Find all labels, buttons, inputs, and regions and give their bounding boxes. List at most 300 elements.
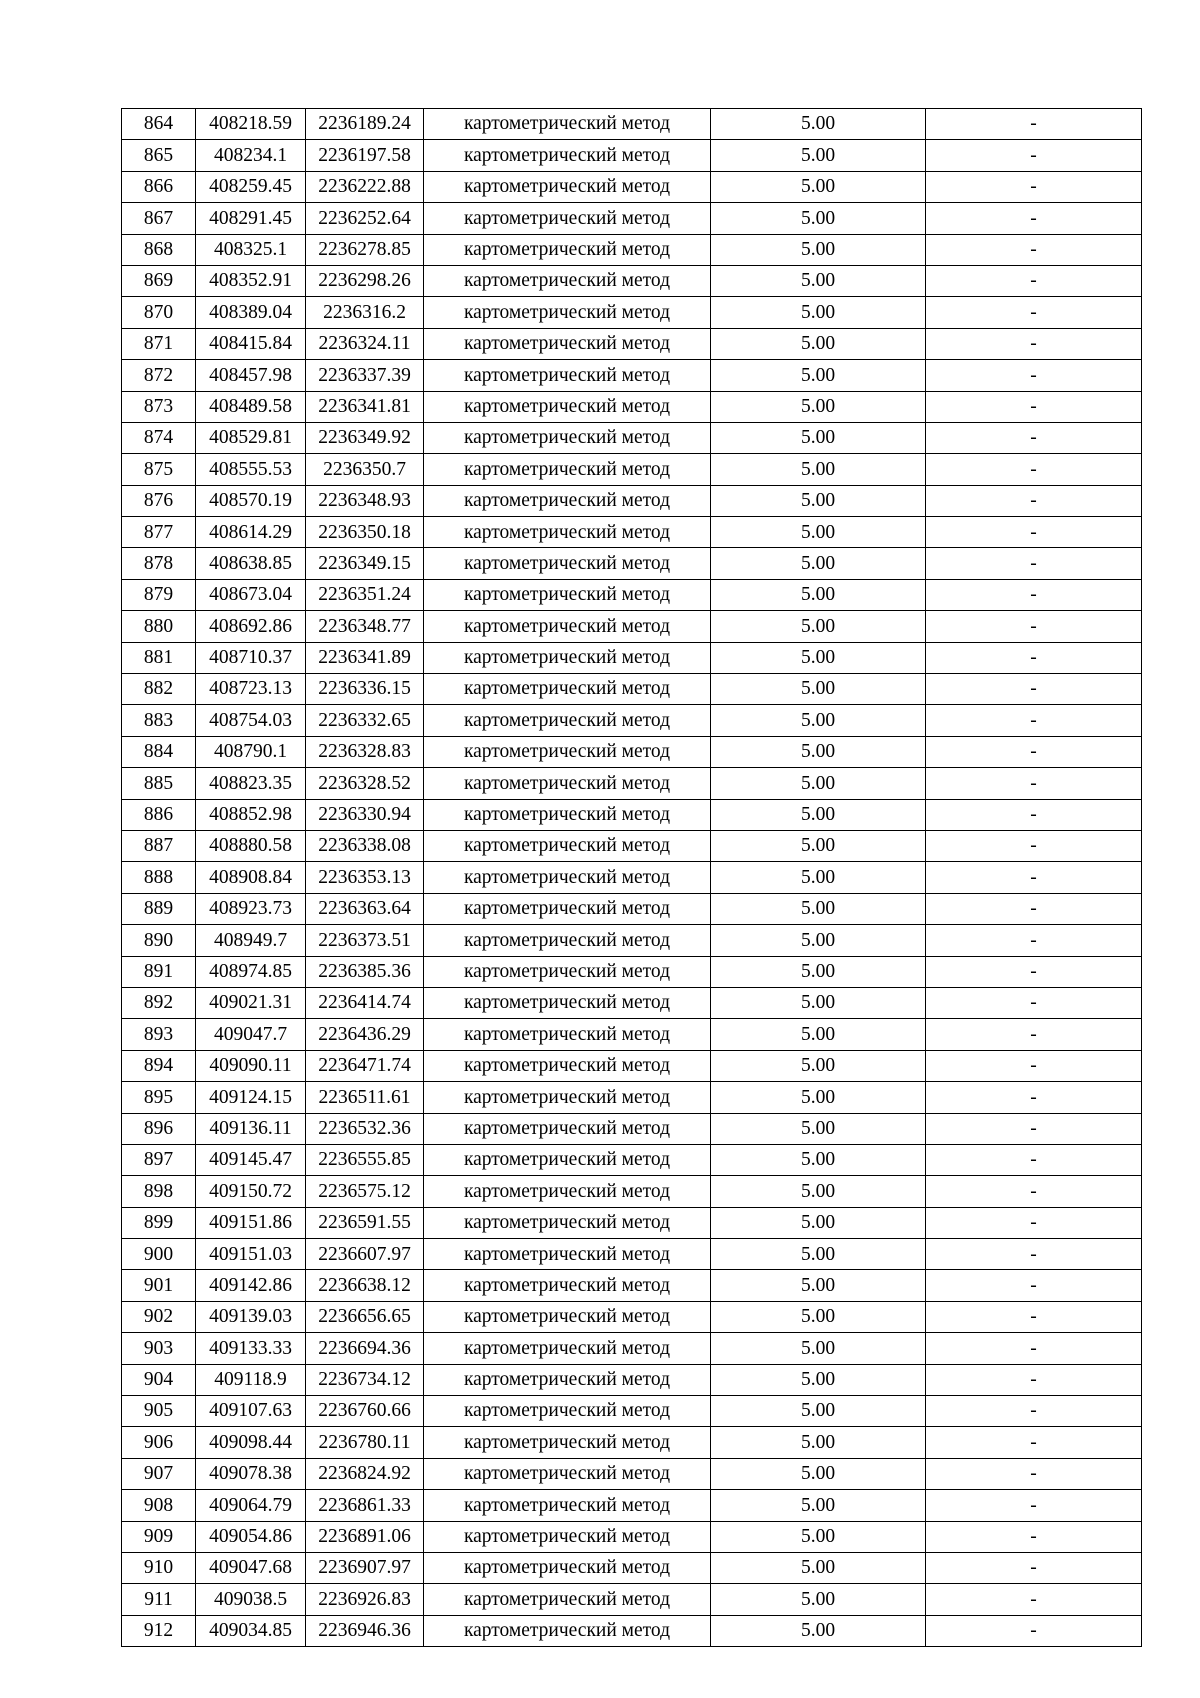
description-cell: - [926, 611, 1142, 642]
description-cell: - [926, 1019, 1142, 1050]
point-number-cell: 907 [122, 1458, 196, 1489]
precision-cell: 5.00 [711, 579, 926, 610]
point-number-cell: 902 [122, 1301, 196, 1332]
x-coordinate-cell: 409151.86 [196, 1207, 306, 1238]
precision-cell: 5.00 [711, 422, 926, 453]
x-coordinate-cell: 408457.98 [196, 360, 306, 391]
point-number-cell: 876 [122, 485, 196, 516]
precision-cell: 5.00 [711, 736, 926, 767]
precision-cell: 5.00 [711, 1176, 926, 1207]
method-cell: картометрический метод [424, 454, 711, 485]
description-cell: - [926, 956, 1142, 987]
y-coordinate-cell: 2236338.08 [306, 830, 424, 861]
description-cell: - [926, 736, 1142, 767]
x-coordinate-cell: 409054.86 [196, 1521, 306, 1552]
point-number-cell: 909 [122, 1521, 196, 1552]
y-coordinate-cell: 2236353.13 [306, 862, 424, 893]
description-cell: - [926, 987, 1142, 1018]
table-row [122, 422, 1142, 453]
description-cell: - [926, 297, 1142, 328]
method-cell: картометрический метод [424, 1207, 711, 1238]
y-coordinate-cell: 2236946.36 [306, 1615, 424, 1646]
x-coordinate-cell: 408555.53 [196, 454, 306, 485]
x-coordinate-cell: 408218.59 [196, 109, 306, 140]
table-row [122, 265, 1142, 296]
method-cell: картометрический метод [424, 611, 711, 642]
method-cell: картометрический метод [424, 1552, 711, 1583]
x-coordinate-cell: 408692.86 [196, 611, 306, 642]
y-coordinate-cell: 2236351.24 [306, 579, 424, 610]
point-number-cell: 873 [122, 391, 196, 422]
method-cell: картометрический метод [424, 830, 711, 861]
table-row [122, 830, 1142, 861]
x-coordinate-cell: 409118.9 [196, 1364, 306, 1395]
method-cell: картометрический метод [424, 1584, 711, 1615]
y-coordinate-cell: 2236363.64 [306, 893, 424, 924]
description-cell: - [926, 1427, 1142, 1458]
description-cell: - [926, 203, 1142, 234]
method-cell: картометрический метод [424, 893, 711, 924]
description-cell: - [926, 1333, 1142, 1364]
precision-cell: 5.00 [711, 705, 926, 736]
y-coordinate-cell: 2236414.74 [306, 987, 424, 1018]
y-coordinate-cell: 2236189.24 [306, 109, 424, 140]
point-number-cell: 891 [122, 956, 196, 987]
table-row [122, 297, 1142, 328]
description-cell: - [926, 830, 1142, 861]
method-cell: картометрический метод [424, 736, 711, 767]
point-number-cell: 912 [122, 1615, 196, 1646]
description-cell: - [926, 862, 1142, 893]
x-coordinate-cell: 408234.1 [196, 140, 306, 171]
point-number-cell: 878 [122, 548, 196, 579]
y-coordinate-cell: 2236861.33 [306, 1490, 424, 1521]
precision-cell: 5.00 [711, 1207, 926, 1238]
description-cell: - [926, 705, 1142, 736]
table-row [122, 1207, 1142, 1238]
precision-cell: 5.00 [711, 893, 926, 924]
description-cell: - [926, 1144, 1142, 1175]
point-number-cell: 911 [122, 1584, 196, 1615]
precision-cell: 5.00 [711, 1270, 926, 1301]
precision-cell: 5.00 [711, 1458, 926, 1489]
description-cell: - [926, 422, 1142, 453]
table-row [122, 1615, 1142, 1646]
x-coordinate-cell: 408291.45 [196, 203, 306, 234]
precision-cell: 5.00 [711, 1239, 926, 1270]
method-cell: картометрический метод [424, 265, 711, 296]
x-coordinate-cell: 409090.11 [196, 1050, 306, 1081]
precision-cell: 5.00 [711, 1615, 926, 1646]
coordinates-table [121, 108, 1142, 1647]
table-row [122, 203, 1142, 234]
y-coordinate-cell: 2236350.7 [306, 454, 424, 485]
precision-cell: 5.00 [711, 1144, 926, 1175]
description-cell: - [926, 925, 1142, 956]
y-coordinate-cell: 2236341.89 [306, 642, 424, 673]
method-cell: картометрический метод [424, 1270, 711, 1301]
description-cell: - [926, 171, 1142, 202]
point-number-cell: 892 [122, 987, 196, 1018]
precision-cell: 5.00 [711, 548, 926, 579]
method-cell: картометрический метод [424, 579, 711, 610]
point-number-cell: 885 [122, 768, 196, 799]
description-cell: - [926, 768, 1142, 799]
point-number-cell: 874 [122, 422, 196, 453]
y-coordinate-cell: 2236278.85 [306, 234, 424, 265]
description-cell: - [926, 548, 1142, 579]
point-number-cell: 905 [122, 1396, 196, 1427]
precision-cell: 5.00 [711, 234, 926, 265]
precision-cell: 5.00 [711, 297, 926, 328]
x-coordinate-cell: 409098.44 [196, 1427, 306, 1458]
precision-cell: 5.00 [711, 1019, 926, 1050]
point-number-cell: 910 [122, 1552, 196, 1583]
y-coordinate-cell: 2236436.29 [306, 1019, 424, 1050]
table-row [122, 1270, 1142, 1301]
table-row [122, 140, 1142, 171]
y-coordinate-cell: 2236328.83 [306, 736, 424, 767]
method-cell: картометрический метод [424, 1521, 711, 1552]
point-number-cell: 866 [122, 171, 196, 202]
description-cell: - [926, 454, 1142, 485]
point-number-cell: 898 [122, 1176, 196, 1207]
y-coordinate-cell: 2236328.52 [306, 768, 424, 799]
point-number-cell: 899 [122, 1207, 196, 1238]
y-coordinate-cell: 2236532.36 [306, 1113, 424, 1144]
method-cell: картометрический метод [424, 1333, 711, 1364]
y-coordinate-cell: 2236926.83 [306, 1584, 424, 1615]
precision-cell: 5.00 [711, 1396, 926, 1427]
y-coordinate-cell: 2236824.92 [306, 1458, 424, 1489]
table-row [122, 862, 1142, 893]
precision-cell: 5.00 [711, 925, 926, 956]
point-number-cell: 872 [122, 360, 196, 391]
table-row [122, 1113, 1142, 1144]
y-coordinate-cell: 2236336.15 [306, 674, 424, 705]
description-cell: - [926, 517, 1142, 548]
precision-cell: 5.00 [711, 642, 926, 673]
x-coordinate-cell: 408638.85 [196, 548, 306, 579]
description-cell: - [926, 140, 1142, 171]
method-cell: картометрический метод [424, 517, 711, 548]
precision-cell: 5.00 [711, 1584, 926, 1615]
description-cell: - [926, 1490, 1142, 1521]
precision-cell: 5.00 [711, 1082, 926, 1113]
y-coordinate-cell: 2236222.88 [306, 171, 424, 202]
description-cell: - [926, 109, 1142, 140]
y-coordinate-cell: 2236298.26 [306, 265, 424, 296]
description-cell: - [926, 485, 1142, 516]
precision-cell: 5.00 [711, 987, 926, 1018]
table-row [122, 1364, 1142, 1395]
description-cell: - [926, 642, 1142, 673]
method-cell: картометрический метод [424, 1176, 711, 1207]
method-cell: картометрический метод [424, 1615, 711, 1646]
y-coordinate-cell: 2236385.36 [306, 956, 424, 987]
x-coordinate-cell: 408570.19 [196, 485, 306, 516]
y-coordinate-cell: 2236349.92 [306, 422, 424, 453]
description-cell: - [926, 1082, 1142, 1113]
description-cell: - [926, 1458, 1142, 1489]
point-number-cell: 864 [122, 109, 196, 140]
y-coordinate-cell: 2236350.18 [306, 517, 424, 548]
description-cell: - [926, 1239, 1142, 1270]
precision-cell: 5.00 [711, 1521, 926, 1552]
table-row [122, 579, 1142, 610]
method-cell: картометрический метод [424, 705, 711, 736]
point-number-cell: 870 [122, 297, 196, 328]
point-number-cell: 904 [122, 1364, 196, 1395]
point-number-cell: 871 [122, 328, 196, 359]
y-coordinate-cell: 2236734.12 [306, 1364, 424, 1395]
point-number-cell: 908 [122, 1490, 196, 1521]
table-row [122, 705, 1142, 736]
y-coordinate-cell: 2236373.51 [306, 925, 424, 956]
point-number-cell: 881 [122, 642, 196, 673]
y-coordinate-cell: 2236197.58 [306, 140, 424, 171]
description-cell: - [926, 391, 1142, 422]
y-coordinate-cell: 2236891.06 [306, 1521, 424, 1552]
table-row [122, 642, 1142, 673]
precision-cell: 5.00 [711, 799, 926, 830]
x-coordinate-cell: 409145.47 [196, 1144, 306, 1175]
description-cell: - [926, 265, 1142, 296]
table-row [122, 1082, 1142, 1113]
precision-cell: 5.00 [711, 328, 926, 359]
precision-cell: 5.00 [711, 1490, 926, 1521]
precision-cell: 5.00 [711, 360, 926, 391]
table-row [122, 1333, 1142, 1364]
point-number-cell: 877 [122, 517, 196, 548]
x-coordinate-cell: 409034.85 [196, 1615, 306, 1646]
point-number-cell: 894 [122, 1050, 196, 1081]
y-coordinate-cell: 2236511.61 [306, 1082, 424, 1113]
description-cell: - [926, 1521, 1142, 1552]
table-row [122, 925, 1142, 956]
table-row [122, 893, 1142, 924]
precision-cell: 5.00 [711, 391, 926, 422]
precision-cell: 5.00 [711, 485, 926, 516]
table-row [122, 611, 1142, 642]
point-number-cell: 886 [122, 799, 196, 830]
description-cell: - [926, 1301, 1142, 1332]
x-coordinate-cell: 408908.84 [196, 862, 306, 893]
point-number-cell: 890 [122, 925, 196, 956]
y-coordinate-cell: 2236607.97 [306, 1239, 424, 1270]
description-cell: - [926, 1584, 1142, 1615]
table-row [122, 485, 1142, 516]
coordinates-table-body [122, 109, 1142, 1647]
description-cell: - [926, 579, 1142, 610]
x-coordinate-cell: 408790.1 [196, 736, 306, 767]
y-coordinate-cell: 2236252.64 [306, 203, 424, 234]
point-number-cell: 865 [122, 140, 196, 171]
point-number-cell: 867 [122, 203, 196, 234]
table-row [122, 1552, 1142, 1583]
description-cell: - [926, 1207, 1142, 1238]
method-cell: картометрический метод [424, 1490, 711, 1521]
x-coordinate-cell: 409021.31 [196, 987, 306, 1018]
x-coordinate-cell: 409047.68 [196, 1552, 306, 1583]
y-coordinate-cell: 2236337.39 [306, 360, 424, 391]
x-coordinate-cell: 408823.35 [196, 768, 306, 799]
method-cell: картометрический метод [424, 1458, 711, 1489]
y-coordinate-cell: 2236349.15 [306, 548, 424, 579]
description-cell: - [926, 1270, 1142, 1301]
method-cell: картометрический метод [424, 109, 711, 140]
table-row [122, 391, 1142, 422]
x-coordinate-cell: 408389.04 [196, 297, 306, 328]
x-coordinate-cell: 409151.03 [196, 1239, 306, 1270]
table-row [122, 799, 1142, 830]
table-row [122, 1396, 1142, 1427]
description-cell: - [926, 799, 1142, 830]
table-row [122, 1490, 1142, 1521]
method-cell: картометрический метод [424, 956, 711, 987]
y-coordinate-cell: 2236656.65 [306, 1301, 424, 1332]
table-row [122, 736, 1142, 767]
x-coordinate-cell: 409133.33 [196, 1333, 306, 1364]
description-cell: - [926, 1615, 1142, 1646]
point-number-cell: 884 [122, 736, 196, 767]
x-coordinate-cell: 409038.5 [196, 1584, 306, 1615]
table-row [122, 234, 1142, 265]
precision-cell: 5.00 [711, 611, 926, 642]
x-coordinate-cell: 409136.11 [196, 1113, 306, 1144]
point-number-cell: 879 [122, 579, 196, 610]
x-coordinate-cell: 409047.7 [196, 1019, 306, 1050]
method-cell: картометрический метод [424, 203, 711, 234]
y-coordinate-cell: 2236591.55 [306, 1207, 424, 1238]
x-coordinate-cell: 409107.63 [196, 1396, 306, 1427]
x-coordinate-cell: 408923.73 [196, 893, 306, 924]
description-cell: - [926, 328, 1142, 359]
method-cell: картометрический метод [424, 171, 711, 202]
x-coordinate-cell: 409142.86 [196, 1270, 306, 1301]
table-row [122, 1239, 1142, 1270]
method-cell: картометрический метод [424, 1364, 711, 1395]
x-coordinate-cell: 408259.45 [196, 171, 306, 202]
table-row [122, 1458, 1142, 1489]
y-coordinate-cell: 2236907.97 [306, 1552, 424, 1583]
table-row [122, 987, 1142, 1018]
x-coordinate-cell: 409150.72 [196, 1176, 306, 1207]
method-cell: картометрический метод [424, 297, 711, 328]
table-row [122, 674, 1142, 705]
table-row [122, 1521, 1142, 1552]
precision-cell: 5.00 [711, 1427, 926, 1458]
y-coordinate-cell: 2236760.66 [306, 1396, 424, 1427]
point-number-cell: 900 [122, 1239, 196, 1270]
precision-cell: 5.00 [711, 830, 926, 861]
point-number-cell: 875 [122, 454, 196, 485]
method-cell: картометрический метод [424, 1050, 711, 1081]
method-cell: картометрический метод [424, 1144, 711, 1175]
precision-cell: 5.00 [711, 171, 926, 202]
y-coordinate-cell: 2236555.85 [306, 1144, 424, 1175]
method-cell: картометрический метод [424, 987, 711, 1018]
point-number-cell: 889 [122, 893, 196, 924]
precision-cell: 5.00 [711, 956, 926, 987]
method-cell: картометрический метод [424, 1113, 711, 1144]
y-coordinate-cell: 2236316.2 [306, 297, 424, 328]
method-cell: картометрический метод [424, 391, 711, 422]
y-coordinate-cell: 2236348.93 [306, 485, 424, 516]
method-cell: картометрический метод [424, 925, 711, 956]
point-number-cell: 869 [122, 265, 196, 296]
method-cell: картометрический метод [424, 548, 711, 579]
x-coordinate-cell: 408880.58 [196, 830, 306, 861]
description-cell: - [926, 1552, 1142, 1583]
point-number-cell: 895 [122, 1082, 196, 1113]
method-cell: картометрический метод [424, 862, 711, 893]
precision-cell: 5.00 [711, 203, 926, 234]
point-number-cell: 868 [122, 234, 196, 265]
table-row [122, 328, 1142, 359]
description-cell: - [926, 234, 1142, 265]
description-cell: - [926, 1396, 1142, 1427]
point-number-cell: 903 [122, 1333, 196, 1364]
method-cell: картометрический метод [424, 1082, 711, 1113]
table-row [122, 1019, 1142, 1050]
method-cell: картометрический метод [424, 1019, 711, 1050]
table-row [122, 768, 1142, 799]
x-coordinate-cell: 409064.79 [196, 1490, 306, 1521]
x-coordinate-cell: 408415.84 [196, 328, 306, 359]
point-number-cell: 897 [122, 1144, 196, 1175]
table-row [122, 109, 1142, 140]
x-coordinate-cell: 408754.03 [196, 705, 306, 736]
y-coordinate-cell: 2236694.36 [306, 1333, 424, 1364]
precision-cell: 5.00 [711, 1552, 926, 1583]
description-cell: - [926, 1364, 1142, 1395]
y-coordinate-cell: 2236332.65 [306, 705, 424, 736]
precision-cell: 5.00 [711, 517, 926, 548]
point-number-cell: 906 [122, 1427, 196, 1458]
x-coordinate-cell: 408710.37 [196, 642, 306, 673]
description-cell: - [926, 1050, 1142, 1081]
precision-cell: 5.00 [711, 1364, 926, 1395]
x-coordinate-cell: 409124.15 [196, 1082, 306, 1113]
table-row [122, 1176, 1142, 1207]
description-cell: - [926, 1113, 1142, 1144]
table-row [122, 171, 1142, 202]
point-number-cell: 893 [122, 1019, 196, 1050]
x-coordinate-cell: 408723.13 [196, 674, 306, 705]
precision-cell: 5.00 [711, 1050, 926, 1081]
description-cell: - [926, 893, 1142, 924]
y-coordinate-cell: 2236780.11 [306, 1427, 424, 1458]
table-row [122, 548, 1142, 579]
y-coordinate-cell: 2236341.81 [306, 391, 424, 422]
table-row [122, 1427, 1142, 1458]
method-cell: картометрический метод [424, 140, 711, 171]
description-cell: - [926, 674, 1142, 705]
x-coordinate-cell: 408949.7 [196, 925, 306, 956]
y-coordinate-cell: 2236471.74 [306, 1050, 424, 1081]
method-cell: картометрический метод [424, 1396, 711, 1427]
precision-cell: 5.00 [711, 768, 926, 799]
precision-cell: 5.00 [711, 1333, 926, 1364]
x-coordinate-cell: 408673.04 [196, 579, 306, 610]
precision-cell: 5.00 [711, 265, 926, 296]
y-coordinate-cell: 2236348.77 [306, 611, 424, 642]
x-coordinate-cell: 408352.91 [196, 265, 306, 296]
method-cell: картометрический метод [424, 768, 711, 799]
table-row [122, 1301, 1142, 1332]
table-row [122, 1584, 1142, 1615]
